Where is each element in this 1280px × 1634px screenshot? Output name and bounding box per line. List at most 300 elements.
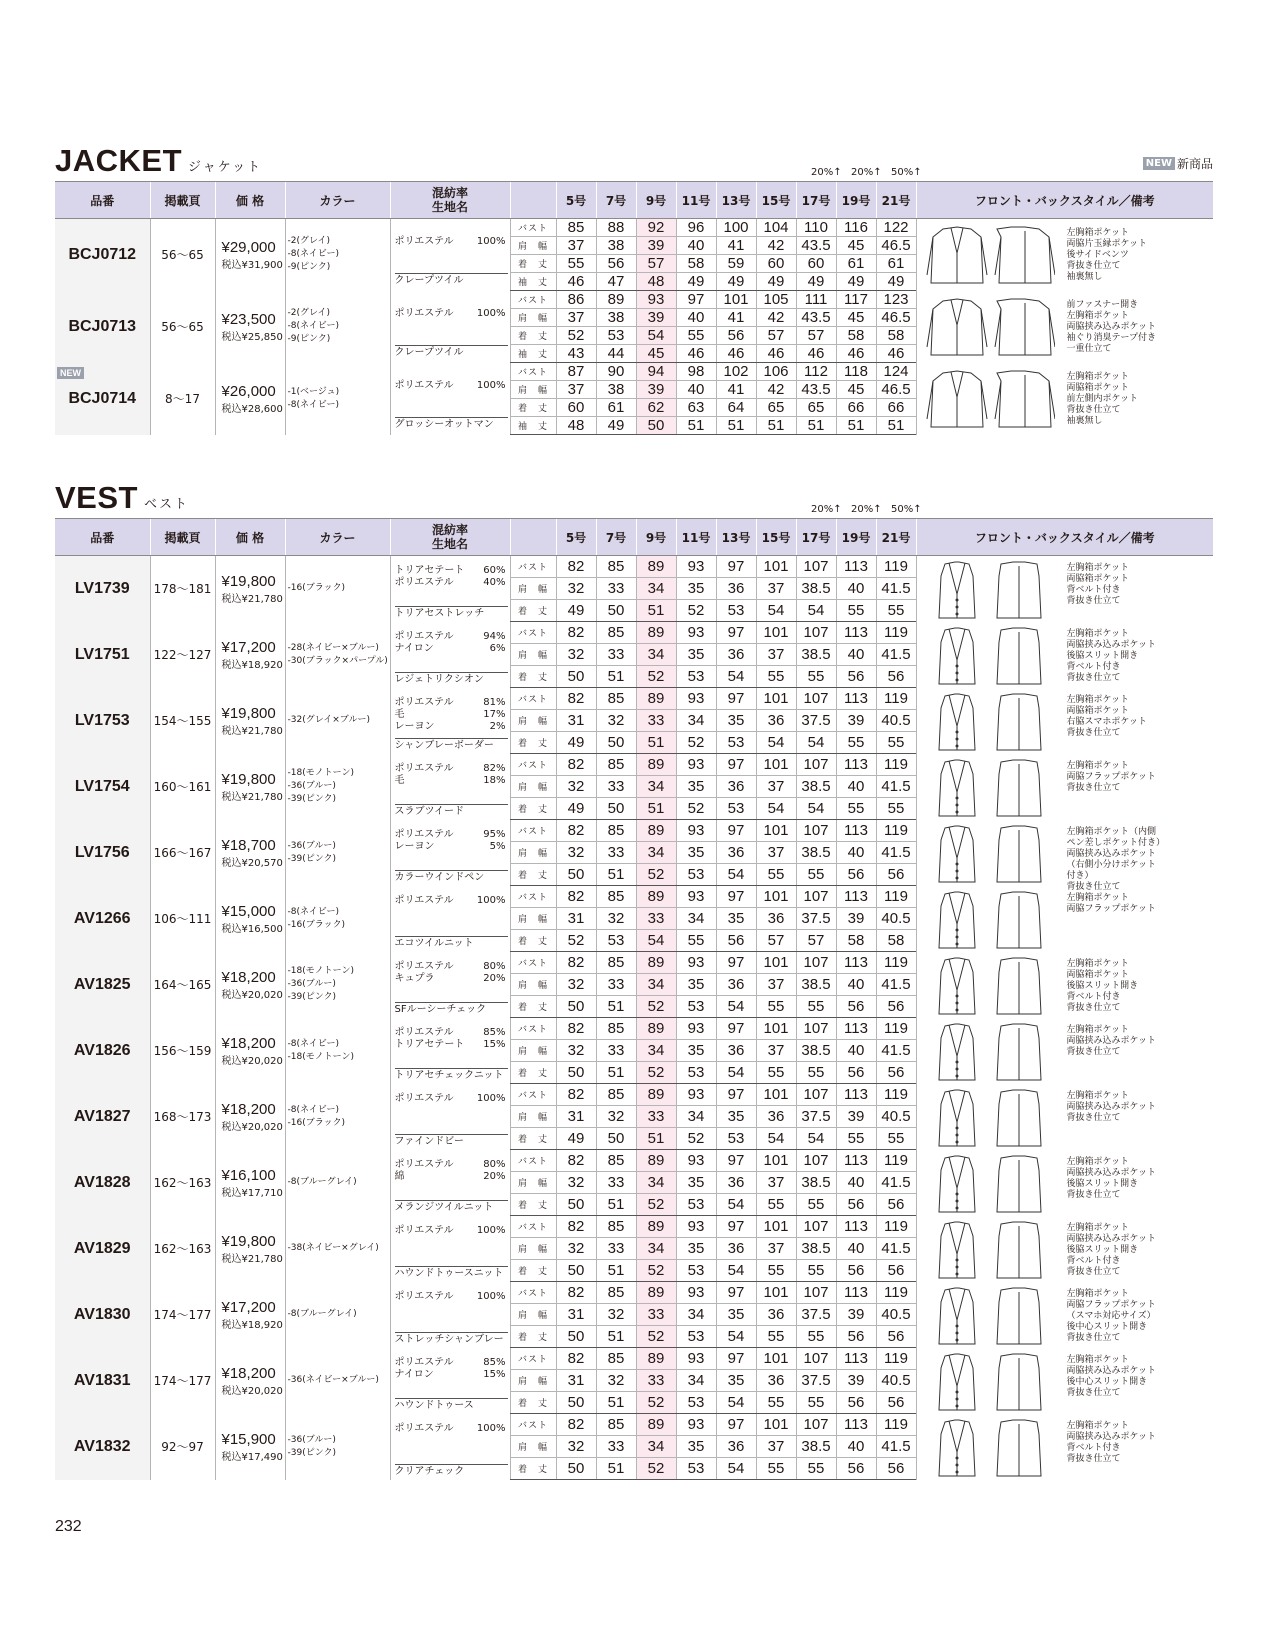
size-value: 51 bbox=[636, 600, 676, 622]
size-value: 53 bbox=[596, 930, 636, 952]
size-value: 56 bbox=[836, 864, 876, 886]
material-percent: 95% bbox=[483, 828, 506, 840]
material-line bbox=[391, 236, 510, 248]
table-row bbox=[55, 820, 1213, 842]
price-tax: 税込¥21,780 bbox=[221, 593, 283, 605]
measure-label: 着 丈 bbox=[510, 864, 556, 886]
size-value: 51 bbox=[636, 1128, 676, 1150]
item-fabric bbox=[390, 556, 510, 622]
measure-label: バスト bbox=[510, 291, 556, 309]
size-value: 56 bbox=[876, 1194, 916, 1216]
item-code bbox=[55, 556, 150, 622]
size-value: 34 bbox=[636, 578, 676, 600]
fabric-name: ストレッチシャンブレー bbox=[395, 1332, 508, 1345]
size-value: 35 bbox=[676, 644, 716, 666]
header-style: フロント・バックスタイル／備考 bbox=[916, 519, 1213, 556]
material-name: ポリエステル bbox=[394, 1290, 454, 1302]
size-value: 41.5 bbox=[876, 1172, 916, 1194]
color-option: -8(ブルーグレイ) bbox=[287, 1177, 357, 1187]
size-value: 35 bbox=[676, 974, 716, 996]
size-value: 54 bbox=[716, 996, 756, 1018]
material-name: キュプラ bbox=[394, 972, 435, 984]
item-price bbox=[215, 1018, 285, 1084]
size-value: 52 bbox=[676, 600, 716, 622]
table-row bbox=[55, 1282, 1213, 1304]
size-value: 54 bbox=[796, 600, 836, 622]
size-value: 82 bbox=[556, 1150, 596, 1172]
price-value: ¥19,800 bbox=[221, 704, 276, 722]
item-style bbox=[916, 952, 1213, 1018]
header-size: 17号 bbox=[796, 519, 836, 556]
size-value: 33 bbox=[596, 842, 636, 864]
size-value: 32 bbox=[556, 776, 596, 798]
size-value: 48 bbox=[636, 273, 676, 291]
style-box bbox=[917, 887, 1214, 951]
size-value: 50 bbox=[556, 1458, 596, 1480]
color-option: -1(ベージュ) bbox=[287, 386, 340, 397]
size-value: 48 bbox=[556, 417, 596, 435]
vest-illustration bbox=[925, 560, 1055, 625]
size-value: 36 bbox=[716, 1436, 756, 1458]
header-size: 15号 bbox=[756, 182, 796, 219]
size-value: 41 bbox=[716, 381, 756, 399]
size-value: 54 bbox=[716, 1260, 756, 1282]
size-value: 85 bbox=[596, 1018, 636, 1040]
price-tax: 税込¥17,490 bbox=[221, 1451, 283, 1463]
price-tax: 税込¥31,900 bbox=[221, 259, 283, 271]
size-value: 54 bbox=[756, 798, 796, 820]
size-value: 34 bbox=[676, 1370, 716, 1392]
item-fabric bbox=[390, 363, 510, 435]
size-value: 41.5 bbox=[876, 776, 916, 798]
fabric-name: ハウンドトゥースニット bbox=[395, 1266, 508, 1279]
material-name: 綿 bbox=[394, 1170, 405, 1182]
fabric-materials bbox=[391, 697, 510, 733]
size-value: 41.5 bbox=[876, 1436, 916, 1458]
size-value: 98 bbox=[676, 363, 716, 381]
measure-label: 肩 幅 bbox=[510, 710, 556, 732]
size-value: 38.5 bbox=[796, 644, 836, 666]
material-line bbox=[391, 631, 510, 643]
material-line bbox=[391, 841, 510, 853]
item-pages: 8〜17 bbox=[150, 363, 215, 435]
price-tax: 税込¥16,500 bbox=[221, 923, 283, 935]
size-value: 100 bbox=[716, 219, 756, 237]
page-number: 232 bbox=[55, 1518, 82, 1535]
fabric-materials bbox=[391, 1027, 510, 1051]
table-row bbox=[55, 952, 1213, 974]
style-box bbox=[917, 1283, 1214, 1347]
size-value: 36 bbox=[756, 908, 796, 930]
item-price bbox=[215, 952, 285, 1018]
size-value: 55 bbox=[836, 732, 876, 754]
material-name: ポリエステル bbox=[394, 828, 454, 840]
size-value: 50 bbox=[556, 666, 596, 688]
size-value: 40 bbox=[836, 1172, 876, 1194]
material-percent: 100% bbox=[476, 379, 506, 391]
size-value: 37.5 bbox=[796, 1106, 836, 1128]
measure-label: 着 丈 bbox=[510, 666, 556, 688]
measure-label: バスト bbox=[510, 1282, 556, 1304]
measure-label: 着 丈 bbox=[510, 930, 556, 952]
item-code-text: BCJ0714 bbox=[68, 389, 137, 407]
style-notes: 前ファスナー開き 左胸箱ポケット 両脇挟み込みポケット 袖ぐり消臭テープ付き 一重仕立て bbox=[1066, 299, 1157, 354]
size-value: 89 bbox=[636, 754, 676, 776]
header-size: 13号 bbox=[716, 519, 756, 556]
material-name: トリアセテート bbox=[394, 1038, 465, 1050]
size-value: 35 bbox=[676, 776, 716, 798]
size-value: 56 bbox=[876, 1062, 916, 1084]
size-value: 46 bbox=[676, 345, 716, 363]
size-value: 117 bbox=[836, 291, 876, 309]
vest-table bbox=[55, 518, 1213, 1480]
size-value: 55 bbox=[756, 864, 796, 886]
size-value: 38.5 bbox=[796, 1172, 836, 1194]
price-value: ¥18,200 bbox=[221, 1100, 276, 1118]
fabric-wrap bbox=[391, 953, 510, 1017]
item-code bbox=[55, 886, 150, 952]
vest-illustration bbox=[925, 1220, 1055, 1285]
measure-label: 着 丈 bbox=[510, 600, 556, 622]
size-value: 82 bbox=[556, 556, 596, 578]
size-value: 88 bbox=[596, 219, 636, 237]
item-code bbox=[55, 952, 150, 1018]
material-line bbox=[391, 763, 510, 775]
size-value: 97 bbox=[716, 1150, 756, 1172]
size-value: 38 bbox=[596, 381, 636, 399]
item-code bbox=[55, 754, 150, 820]
item-style bbox=[916, 1150, 1213, 1216]
header-fabric-line1: 混紡率 bbox=[431, 186, 468, 200]
item-pages: 92〜97 bbox=[150, 1414, 215, 1480]
measure-label: バスト bbox=[510, 688, 556, 710]
measure-label: バスト bbox=[510, 886, 556, 908]
size-value: 64 bbox=[716, 399, 756, 417]
item-code bbox=[55, 1414, 150, 1480]
header-size: 7号 bbox=[596, 519, 636, 556]
size-value: 53 bbox=[676, 1326, 716, 1348]
material-name: ポリエステル bbox=[394, 1026, 454, 1038]
color-option: -16(ブラック) bbox=[287, 1117, 346, 1128]
material-percent: 15% bbox=[483, 1038, 506, 1050]
size-value: 82 bbox=[556, 1018, 596, 1040]
vest-illustration bbox=[925, 1154, 1055, 1219]
size-value: 82 bbox=[556, 754, 596, 776]
size-value: 86 bbox=[556, 291, 596, 309]
size-value: 113 bbox=[836, 1216, 876, 1238]
vest-illustration bbox=[925, 1286, 1055, 1351]
size-value: 97 bbox=[676, 291, 716, 309]
size-value: 113 bbox=[836, 754, 876, 776]
size-value: 107 bbox=[796, 1018, 836, 1040]
fabric-name: ファインドビー bbox=[395, 1134, 508, 1147]
size-value: 34 bbox=[636, 1436, 676, 1458]
size-value: 51 bbox=[596, 1260, 636, 1282]
size-value: 55 bbox=[796, 1326, 836, 1348]
size-value: 32 bbox=[556, 1238, 596, 1260]
item-code bbox=[55, 1216, 150, 1282]
item-colors bbox=[285, 820, 390, 886]
size-value: 53 bbox=[676, 1458, 716, 1480]
item-price bbox=[215, 363, 285, 435]
material-line bbox=[391, 1369, 510, 1381]
fabric-name: カラーウインドペン bbox=[395, 870, 508, 883]
header-size: 5号 bbox=[556, 182, 596, 219]
table-row bbox=[55, 1084, 1213, 1106]
size-value: 107 bbox=[796, 952, 836, 974]
table-row bbox=[55, 1150, 1213, 1172]
fabric-wrap bbox=[391, 294, 510, 360]
measure-label: 肩 幅 bbox=[510, 1238, 556, 1260]
material-line bbox=[391, 1171, 510, 1183]
item-code bbox=[55, 1348, 150, 1414]
size-value: 31 bbox=[556, 1106, 596, 1128]
size-value: 55 bbox=[756, 996, 796, 1018]
size-value: 55 bbox=[796, 666, 836, 688]
size-value: 63 bbox=[676, 399, 716, 417]
material-percent: 2% bbox=[489, 720, 506, 732]
size-value: 53 bbox=[676, 1260, 716, 1282]
size-value: 119 bbox=[876, 1150, 916, 1172]
item-code-text: LV1739 bbox=[74, 579, 130, 597]
size-value: 57 bbox=[636, 255, 676, 273]
size-value: 46 bbox=[876, 345, 916, 363]
measure-label: 肩 幅 bbox=[510, 842, 556, 864]
size-value: 56 bbox=[836, 1326, 876, 1348]
size-value: 89 bbox=[636, 622, 676, 644]
size-value: 107 bbox=[796, 886, 836, 908]
measure-label: 肩 幅 bbox=[510, 1370, 556, 1392]
size-value: 37 bbox=[756, 1040, 796, 1062]
item-price bbox=[215, 622, 285, 688]
size-value: 49 bbox=[716, 273, 756, 291]
size-value: 37.5 bbox=[796, 710, 836, 732]
item-pages: 56〜65 bbox=[150, 291, 215, 363]
size-value: 40 bbox=[836, 1436, 876, 1458]
size-value: 107 bbox=[796, 556, 836, 578]
size-value: 41.5 bbox=[876, 578, 916, 600]
size-value: 32 bbox=[596, 710, 636, 732]
style-notes: 左胸箱ポケット 両脇フラップポケット （スマホ対応サイズ） 後中心スリット開き 背抜き仕立て bbox=[1066, 1288, 1156, 1343]
size-value: 102 bbox=[716, 363, 756, 381]
size-value: 112 bbox=[796, 363, 836, 381]
size-value: 94 bbox=[636, 363, 676, 381]
size-value: 51 bbox=[596, 1194, 636, 1216]
table-row bbox=[55, 1414, 1213, 1436]
item-colors bbox=[285, 291, 390, 363]
size-value: 113 bbox=[836, 952, 876, 974]
size-value: 40 bbox=[836, 1040, 876, 1062]
style-notes: 左胸箱ポケット 両脇箱ポケット 背ベルト付き 背抜き仕立て bbox=[1066, 562, 1130, 606]
material-line bbox=[391, 1093, 510, 1105]
size-value: 107 bbox=[796, 1282, 836, 1304]
size-value: 101 bbox=[756, 1348, 796, 1370]
fabric-name: スラブツイード bbox=[395, 804, 508, 817]
header-size: 21号 bbox=[876, 182, 916, 219]
material-percent: 85% bbox=[483, 1356, 506, 1368]
material-percent: 100% bbox=[476, 1224, 506, 1236]
item-fabric bbox=[390, 622, 510, 688]
size-value: 113 bbox=[836, 556, 876, 578]
size-value: 40 bbox=[836, 974, 876, 996]
item-colors bbox=[285, 1018, 390, 1084]
item-price bbox=[215, 1084, 285, 1150]
header-row bbox=[55, 519, 1213, 556]
item-style bbox=[916, 820, 1213, 892]
size-value: 34 bbox=[636, 842, 676, 864]
size-value: 92 bbox=[636, 219, 676, 237]
size-value: 38.5 bbox=[796, 1436, 836, 1458]
size-value: 55 bbox=[756, 1062, 796, 1084]
item-code-text: LV1751 bbox=[74, 645, 130, 663]
item-style bbox=[916, 622, 1213, 688]
header-price: 価 格 bbox=[215, 182, 285, 219]
measure-label: 着 丈 bbox=[510, 798, 556, 820]
size-value: 54 bbox=[716, 1458, 756, 1480]
header-color: カラー bbox=[285, 182, 390, 219]
size-value: 65 bbox=[796, 399, 836, 417]
size-value: 33 bbox=[596, 1040, 636, 1062]
fabric-materials bbox=[391, 1423, 510, 1435]
size-value: 35 bbox=[676, 1436, 716, 1458]
style-box bbox=[917, 366, 1214, 432]
size-value: 31 bbox=[556, 1304, 596, 1326]
measure-label: バスト bbox=[510, 1414, 556, 1436]
size-value: 66 bbox=[876, 399, 916, 417]
style-box bbox=[917, 222, 1214, 288]
color-option: -8(ネイビー) bbox=[287, 399, 339, 410]
color-option: -38(ネイビー×グレイ) bbox=[287, 1243, 379, 1253]
size-value: 122 bbox=[876, 219, 916, 237]
size-value: 50 bbox=[596, 732, 636, 754]
price-value: ¥15,000 bbox=[221, 902, 276, 920]
color-option: -8(ネイビー) bbox=[287, 1104, 339, 1115]
item-pages: 178〜181 bbox=[150, 556, 215, 622]
size-value: 34 bbox=[676, 1106, 716, 1128]
size-value: 35 bbox=[716, 710, 756, 732]
size-value: 89 bbox=[636, 1150, 676, 1172]
item-price bbox=[215, 1150, 285, 1216]
fabric-materials bbox=[391, 308, 510, 320]
fabric-wrap bbox=[391, 1019, 510, 1083]
size-value: 45 bbox=[836, 309, 876, 327]
size-value: 55 bbox=[836, 1128, 876, 1150]
size-value: 54 bbox=[716, 1326, 756, 1348]
header-pages: 掲載頁 bbox=[150, 182, 215, 219]
style-notes: 左胸箱ポケット 両脇挟み込みポケット 背ベルト付き 背抜き仕立て bbox=[1066, 1420, 1157, 1464]
size-value: 107 bbox=[796, 688, 836, 710]
table-row bbox=[55, 1018, 1213, 1040]
size-value: 41.5 bbox=[876, 1040, 916, 1062]
table-row bbox=[55, 1216, 1213, 1238]
size-value: 97 bbox=[716, 952, 756, 974]
fabric-wrap bbox=[391, 623, 510, 687]
color-option: -9(ピンク) bbox=[287, 262, 331, 273]
size-value: 89 bbox=[636, 556, 676, 578]
measure-label: 肩 幅 bbox=[510, 237, 556, 255]
size-value: 56 bbox=[836, 1458, 876, 1480]
size-value: 93 bbox=[676, 1150, 716, 1172]
table-row bbox=[55, 556, 1213, 578]
item-fabric bbox=[390, 1348, 510, 1414]
size-value: 33 bbox=[636, 710, 676, 732]
size-value: 41.5 bbox=[876, 842, 916, 864]
size-value: 113 bbox=[836, 1348, 876, 1370]
size-value: 55 bbox=[796, 1392, 836, 1414]
size-value: 42 bbox=[756, 237, 796, 255]
measure-label: 肩 幅 bbox=[510, 578, 556, 600]
measure-label: 着 丈 bbox=[510, 327, 556, 345]
size-value: 53 bbox=[676, 1392, 716, 1414]
fabric-materials bbox=[391, 631, 510, 655]
size-value: 45 bbox=[836, 381, 876, 399]
price-tax: 税込¥18,920 bbox=[221, 1319, 283, 1331]
size-value: 56 bbox=[876, 1392, 916, 1414]
size-value: 119 bbox=[876, 1348, 916, 1370]
size-value: 55 bbox=[556, 255, 596, 273]
size-value: 37 bbox=[756, 578, 796, 600]
material-line bbox=[391, 1039, 510, 1051]
price-tax: 税込¥21,780 bbox=[221, 791, 283, 803]
item-fabric bbox=[390, 1150, 510, 1216]
size-value: 82 bbox=[556, 688, 596, 710]
size-value: 52 bbox=[636, 1458, 676, 1480]
size-value: 56 bbox=[836, 996, 876, 1018]
item-price bbox=[215, 886, 285, 952]
style-notes: 左胸箱ポケット 両脇挟み込みポケット 後脇スリット開き 背ベルト付き 背抜き仕立て bbox=[1066, 628, 1157, 683]
material-percent: 20% bbox=[483, 972, 506, 984]
size-value: 113 bbox=[836, 688, 876, 710]
size-value: 50 bbox=[556, 1194, 596, 1216]
item-pages: 106〜111 bbox=[150, 886, 215, 952]
price-value: ¥17,200 bbox=[221, 1298, 276, 1316]
size-value: 49 bbox=[676, 273, 716, 291]
new-legend: NEW 新商品 bbox=[1143, 155, 1213, 172]
size-value: 50 bbox=[556, 1260, 596, 1282]
material-line bbox=[391, 721, 510, 733]
size-value: 89 bbox=[596, 291, 636, 309]
material-name: ポリエステル bbox=[394, 1356, 454, 1368]
fabric-materials bbox=[391, 1159, 510, 1183]
item-style bbox=[916, 1216, 1213, 1282]
item-style bbox=[916, 556, 1213, 622]
material-line bbox=[391, 829, 510, 841]
item-code-text: AV1826 bbox=[73, 1041, 131, 1059]
measure-label: 肩 幅 bbox=[510, 974, 556, 996]
price-tax: 税込¥20,570 bbox=[221, 857, 283, 869]
size-value: 55 bbox=[676, 930, 716, 952]
size-value: 55 bbox=[756, 666, 796, 688]
size-value: 62 bbox=[636, 399, 676, 417]
fabric-materials bbox=[391, 380, 510, 392]
material-percent: 80% bbox=[483, 960, 506, 972]
style-box bbox=[917, 1085, 1214, 1149]
size-value: 52 bbox=[636, 996, 676, 1018]
color-option: -18(モノトーン) bbox=[287, 966, 354, 976]
size-value: 107 bbox=[796, 1414, 836, 1436]
item-fabric bbox=[390, 688, 510, 754]
fabric-wrap bbox=[391, 887, 510, 951]
item-style bbox=[916, 363, 1213, 435]
item-price bbox=[215, 754, 285, 820]
material-line bbox=[391, 1225, 510, 1237]
size-value: 101 bbox=[756, 1216, 796, 1238]
size-value: 38.5 bbox=[796, 578, 836, 600]
price-value: ¥19,800 bbox=[221, 770, 276, 788]
style-notes: 左胸箱ポケット 両脇フラップポケット 背抜き仕立て bbox=[1066, 760, 1156, 793]
style-notes: 左胸箱ポケット 両脇箱ポケット 右脇スマホポケット 背抜き仕立て bbox=[1066, 694, 1147, 738]
size-value: 101 bbox=[756, 952, 796, 974]
